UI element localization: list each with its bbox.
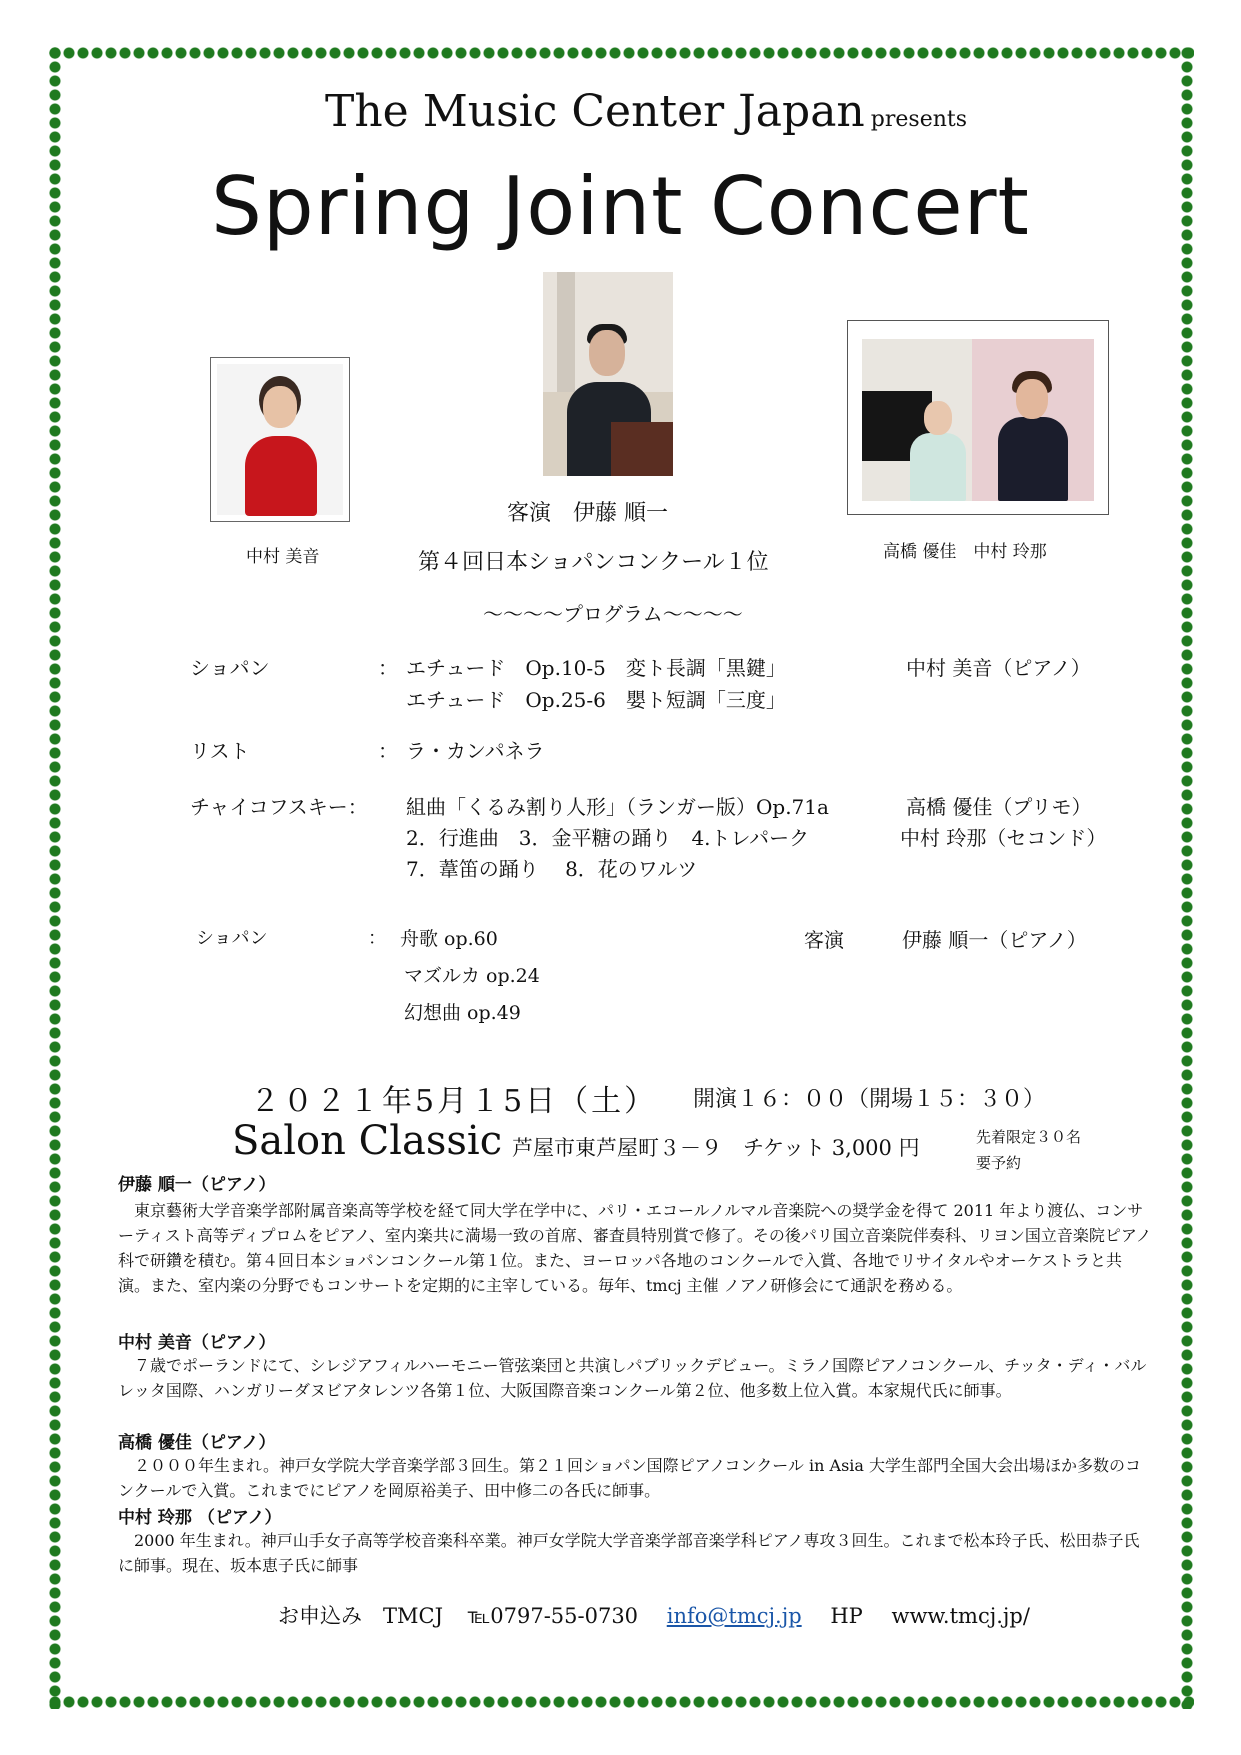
program-composer: ショパン xyxy=(196,928,268,949)
photo-guest-pianist xyxy=(543,272,673,476)
tree-border-top xyxy=(48,46,1194,60)
caption-guest-name: 客演 伊藤 順一 xyxy=(507,501,668,526)
bio-text: ７歳でポーランドにて、シレジアフィルハーモニー管弦楽団と共演しパブリックデビュー。ミラノ国際ピアノコンクール、チッタ・ディ・バルレッタ国際、ハンガリーダヌビアタレンツ各第１位、大阪国際音楽コンクール第２位、他多数上位入賞。本家規代氏に師事。 xyxy=(118,1356,1147,1400)
event-reservation: 要予約 xyxy=(976,1154,1022,1172)
presenter-name: The Music Center Japan xyxy=(325,86,865,137)
bio-text: 東京藝術大学音楽学部附属音楽高等学校を経て同大学在学中に、パリ・エコールノルマル音楽院への奨学金を得て 2011 年より渡仏、コンサーティスト高等ディプロムをピアノ、室内楽共に満場一致の首席、審査員特別賞で修了。その後パリ国立音楽院伴奏科、リヨン国立音楽院ピアノ科で研鑽を積む。第４回日本ショパンコンクール第１位。また、ヨーロッパ各地のコンクールで入賞、各地でリサイタルやオーケストラと共演。また、室内楽の分野でもコンサートを定期的に主宰している。毎年、tmcj 主催 ノアノ研修会にて通訳を務める。 xyxy=(118,1201,1152,1295)
program-performer: 高橋 優佳（プリモ） xyxy=(906,795,1092,819)
program-colon: ： xyxy=(378,656,398,680)
program-colon: ： xyxy=(378,739,398,763)
program-heading: ～～～～プログラム～～～～ xyxy=(483,602,743,626)
apply-label: お申込み TMCJ xyxy=(278,1604,443,1628)
event-time: 開演１６：００（開場１５：３０） xyxy=(693,1087,1046,1112)
tree-border-bottom xyxy=(48,1695,1194,1709)
tel-number: ℡0797-55-0730 xyxy=(467,1604,639,1628)
bio-name: 高橋 優佳（ピアノ） xyxy=(118,1433,276,1453)
program-piece: 7．葦笛の踊り 8．花のワルツ xyxy=(406,857,698,881)
tree-border-left xyxy=(48,46,62,1709)
email-link[interactable]: info@tmcj.jp xyxy=(666,1604,802,1628)
program-guest-label: 客演 xyxy=(804,928,844,952)
caption-child: 中村 美音 xyxy=(246,547,320,567)
program-piece: 幻想曲 op.49 xyxy=(404,1002,521,1024)
program-performer: 中村 美音（ピアノ） xyxy=(906,656,1091,680)
program-colon: ： xyxy=(368,928,386,949)
program-performer: 中村 玲那（セコンド） xyxy=(900,826,1107,850)
bio-text: 2000 年生まれ。神戸山手女子高等学校音楽科卒業。神戸女学院大学音楽学部音楽学科ピアノ専攻３回生。これまで松本玲子氏、松田恭子氏に師事。現在、坂本恵子氏に師事 xyxy=(118,1531,1140,1575)
program-piece: 組曲「くるみ割り人形」（ランガー版）Op.71a xyxy=(406,795,829,819)
photo-child-pianist xyxy=(210,357,350,522)
bio-text: ２０００年生まれ。神戸女学院大学音楽学部３回生。第２１回ショパン国際ピアノコンクール in Asia 大学生部門全国大会出場ほか多数のコンクールで入賞。これまでにピアノを岡原裕美子、田中修二の各氏に師事。 xyxy=(118,1456,1142,1500)
program-piece: エチュード Op.10-5 変ト長調「黒鍵」 xyxy=(406,656,786,680)
caption-guest-award: 第４回日本ショパンコンクール１位 xyxy=(418,550,769,575)
event-limit: 先着限定３０名 xyxy=(976,1128,1082,1146)
event-address: 芦屋市東芦屋町３－９ チケット 3,000 円 xyxy=(512,1136,920,1160)
event-venue: Salon Classic xyxy=(232,1118,503,1164)
program-composer: チャイコフスキー： xyxy=(190,795,368,819)
photo-duo-pianists xyxy=(847,320,1109,515)
program-piece: 2．行進曲 3．金平糖の踊り 4.トレパーク xyxy=(406,826,810,850)
program-piece: マズルカ op.24 xyxy=(404,965,540,987)
bio-name: 中村 美音（ピアノ） xyxy=(118,1333,276,1353)
program-performer: 伊藤 順一（ピアノ） xyxy=(902,928,1087,952)
program-piece: ラ・カンパネラ xyxy=(406,739,545,763)
presents-label: presents xyxy=(870,107,968,132)
bio-name: 中村 玲那 （ピアノ） xyxy=(118,1508,282,1528)
program-piece: エチュード Op.25-6 嬰ト短調「三度」 xyxy=(406,688,786,712)
program-composer: ショパン xyxy=(190,656,270,680)
caption-duo: 高橋 優佳 中村 玲那 xyxy=(883,542,1047,562)
event-date: ２０２１年5月１5日（土） xyxy=(250,1084,658,1119)
contact-footer xyxy=(278,1600,1030,1630)
program-composer: リスト xyxy=(190,739,250,763)
hp-label: HP xyxy=(830,1604,863,1628)
homepage-link[interactable]: www.tmcj.jp/ xyxy=(891,1604,1030,1628)
bio-name: 伊藤 順一（ピアノ） xyxy=(118,1175,276,1195)
concert-title: Spring Joint Concert xyxy=(211,160,1030,253)
tree-border-right xyxy=(1180,46,1194,1709)
program-piece: 舟歌 op.60 xyxy=(400,928,498,950)
presenter-heading xyxy=(325,86,967,137)
